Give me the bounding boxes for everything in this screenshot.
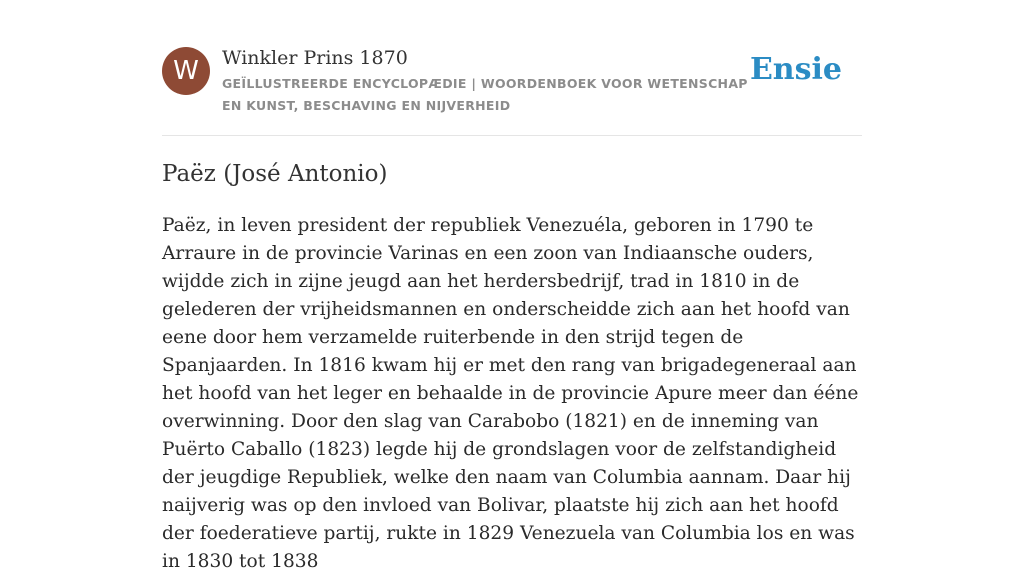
article-body: Paëz, in leven president der republiek Venezuéla, geboren in 1790 te Arraure in de provincie Varinas en een zoon van Indiaansche ouders, wijdde zich in zijne jeugd aan het herdersbedrijf, trad in 1810 in de gelederen der vrijheidsmannen en onderscheidde zich aan het hoofd van eene door hem verzamelde ruiterbende in den strijd tegen de Spanjaarden. In 1816 kwam hij er met den rang van brigadegeneraal aan het hoofd van het leger en behaalde in de provincie Apure meer dan ééne overwinning. Door den slag van Carabobo (1821) en de inneming van Puërto Caballo (1823) legde hij de grondslagen voor de zelfstandigheid der jeugdige Republiek, welke den naam van Columbia aannam. Daar hij naijverig was op den invloed van Bolivar, plaatste hij zich aan het hoofd der foederatieve partij, rukte in 1829 Venezuela van Columbia los en was in 1830 tot 1838 [162, 215, 859, 572]
source-info [222, 45, 752, 117]
source-header [162, 0, 862, 136]
article-title: Paëz (José Antonio) [162, 161, 388, 187]
brand-logo[interactable]: Ensie [749, 52, 842, 87]
source-avatar[interactable]: W [162, 47, 210, 95]
page [162, 0, 862, 572]
source-subtitle: GEÏLLUSTREERDE ENCYCLOPÆDIE | WOORDENBOEK VOOR WETENSCHAP EN KUNST, BESCHAVING EN NIJVERHEID [222, 76, 748, 113]
source-title[interactable]: Winkler Prins 1870 [222, 47, 408, 69]
